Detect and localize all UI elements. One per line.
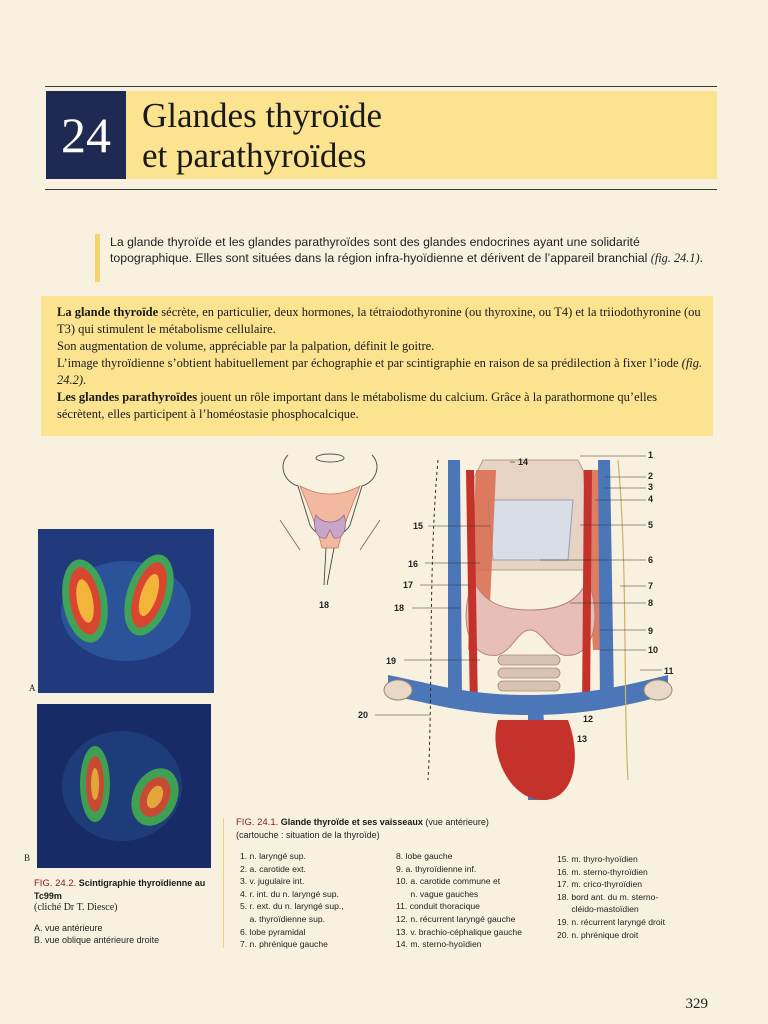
callout-1: 1 [648,450,654,460]
legend-item: 2. a. carotide ext. [240,863,306,874]
summary-p1-rest: sécrète, en particulier, deux hormones, la tétraiodothyronine (ou thyroxine, ou T4) et la triiodothyronine (ou T3) qui stimulent le métabolisme cellulaire. [57,305,701,336]
legend-column-1 [240,850,390,951]
legend-item: a. thyroïdienne sup. [240,913,326,924]
callout-9: 9 [648,626,654,636]
header-rule-top [45,86,717,87]
scintigraphy-b-hotspots [37,704,211,868]
fig-24-2-legend-b: B. vue oblique antérieure droite [34,935,160,945]
legend-item: 8. lobe gauche [396,851,453,861]
legend-item: 14. m. sterno-hyoïdien [396,939,482,950]
summary-p1-bold: La glande thyroïde [57,305,159,319]
callout-17: 17 [403,580,414,590]
callout-12: 12 [583,714,594,724]
legend-item: 7. n. phrénique gauche [240,939,328,950]
legend-item: 13. v. brachio-céphalique gauche [396,926,522,937]
fig-24-1-title-suffix: (vue antérieure) [422,817,489,827]
intro-paragraph [110,234,722,266]
legend-item: 15. m. thyro-hyoïdien [557,854,638,864]
chapter-title-line1: Glandes thyroïde [142,96,383,135]
fig-24-2-label: FIG. 24.2. [34,878,77,889]
fig-24-2-title-line [34,877,214,902]
inset-label-18: 18 [319,600,330,610]
caption-spacer [34,914,214,922]
callout-5: 5 [648,520,654,530]
fig-24-1-caption [236,816,716,841]
legend-item: n. vague gauches [396,888,479,899]
intro-figure-ref: (fig. 24.1) [650,251,700,265]
fig-24-1-title: Glande thyroïde et ses vaisseaux [280,817,423,827]
scintigraphy-image-b [37,704,211,868]
callout-4: 4 [648,494,654,504]
header-rule-bottom [45,189,717,190]
legend-item: 12. n. récurrent laryngé gauche [396,913,516,924]
fig-24-2-caption [34,877,214,946]
callout-11: 11 [664,666,674,676]
callout-7: 7 [648,581,654,591]
summary-p4-bold: Les glandes parathyroïdes [57,390,198,404]
callout-leader-lines [370,450,670,750]
legend-item: 1. n. laryngé sup. [240,851,306,861]
summary-p3-end: . [83,373,87,387]
legend-item: 4. r. int. du n. laryngé sup. [240,888,339,899]
scintigraphy-image-a [38,529,214,693]
summary-p3-text: L’image thyroïdienne s’obtient habituellement par échographie et par scintigraphie en raison de sa prédilection à fixer l’iode [57,356,682,370]
chapter-title [142,96,382,176]
summary-text [57,304,707,423]
fig-24-2-credit: (cliché Dr T. Diesce) [34,902,118,913]
legend-item: 10. a. carotide commune et [396,876,501,887]
fig-24-1-label: FIG. 24.1. [236,817,279,828]
fig-24-2-title: Scintigraphie thyroïdienne au Tc99m [34,878,206,901]
legend-item: 6. lobe pyramidal [240,926,306,937]
callout-16: 16 [408,559,419,569]
summary-p3-ref: (fig. 24.2) [57,356,703,387]
legend-item: 16. m. sterno-thyroïdien [557,866,648,877]
page-number: 329 [685,996,708,1012]
fig-24-1-subtitle: (cartouche : situation de la thyroïde) [236,830,380,840]
summary-p2: Son augmentation de volume, appréciable par la palpation, définit le goitre. [57,339,435,353]
callout-3: 3 [648,482,654,492]
callout-15: 15 [413,521,424,531]
callout-13: 13 [577,734,588,744]
callout-8: 8 [648,598,654,608]
scan-label-a: A [29,683,36,693]
chapter-title-line2: et parathyroïdes [142,136,367,175]
intro-text: La glande thyroïde et les glandes parathyroïdes sont des glandes endocrines ayant une solidarité topographique. Elles sont situées dans la région infra-hyoïdienne et dérivent de l’appareil branchial [110,235,648,265]
callout-19: 19 [386,656,397,666]
intro-end: . [699,251,703,265]
legend-item: 11. conduit thoracique [396,901,480,912]
callout-18: 18 [394,603,405,613]
callout-20: 20 [358,710,369,720]
legend-item: 9. a. thyroïdienne inf. [396,863,477,874]
legend-item: 18. bord ant. du m. sterno- [557,891,659,902]
legend-item: 3. v. jugulaire int. [240,876,305,887]
summary-p4 [57,389,707,423]
fig-24-2-legend-a: A. vue antérieure [34,923,103,933]
scintigraphy-a-hotspots [38,529,214,693]
legend-column-2 [396,850,556,951]
summary-p4-rest: jouent un rôle important dans le métabolisme du calcium. Grâce à la parathormone qu’elles sécrètent, elles participent à l’homéostasie phosphocalcique. [57,390,657,421]
fig-24-1-caption-marker [223,818,224,948]
callout-10: 10 [648,645,659,655]
chapter-number: 24 [46,91,126,179]
legend-item: 19. n. récurrent laryngé droit [557,916,665,927]
legend-column-3 [557,853,717,941]
legend-item: 5. r. ext. du n. laryngé sup., [240,901,344,912]
callout-14: 14 [518,457,529,467]
fig-24-1-title-line [236,816,716,829]
legend-item: cléido-mastoïdien [557,904,639,915]
legend-item: 17. m. crico-thyroïdien [557,879,643,890]
intro-marker [95,234,100,282]
scan-label-b: B [24,853,31,863]
callout-6: 6 [648,555,654,565]
legend-item: 20. n. phrénique droit [557,929,639,940]
summary-p1 [57,304,707,338]
callout-2: 2 [648,471,654,481]
summary-p3 [57,355,707,389]
